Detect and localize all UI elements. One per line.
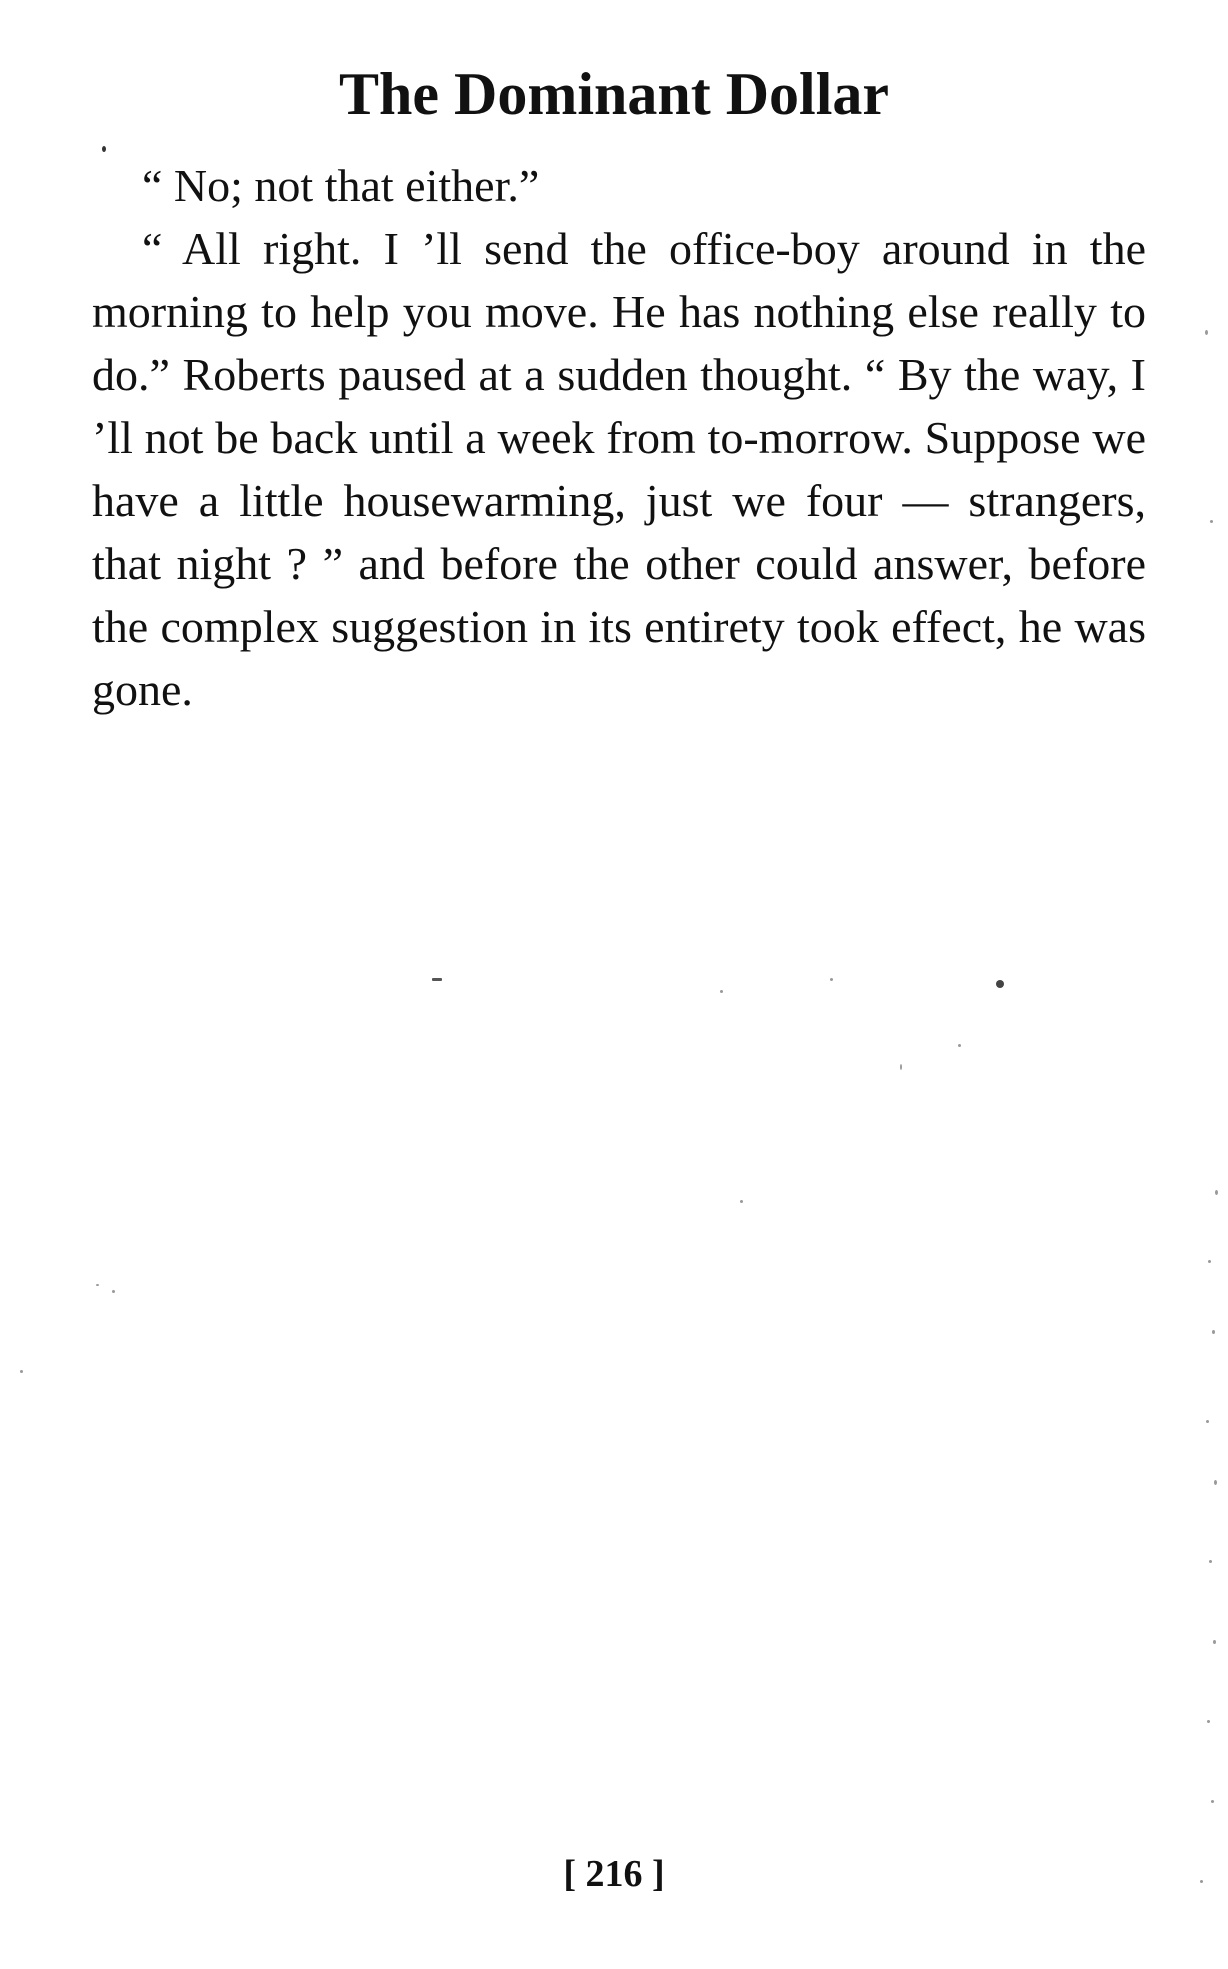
speck bbox=[102, 146, 106, 152]
speck bbox=[720, 990, 723, 993]
speck bbox=[1211, 1800, 1214, 1803]
speck bbox=[1214, 1480, 1217, 1485]
speck bbox=[1207, 1720, 1210, 1723]
speck bbox=[112, 1290, 115, 1293]
page-number bbox=[0, 1852, 1228, 1896]
speck bbox=[1213, 1640, 1216, 1644]
paragraph-1: “ No; not that either.” bbox=[142, 160, 540, 211]
speck bbox=[96, 1284, 99, 1286]
folio-open-bracket: [ bbox=[563, 1853, 576, 1895]
speck bbox=[1206, 1420, 1209, 1423]
speck bbox=[1208, 1260, 1211, 1263]
folio-number: 216 bbox=[585, 1853, 643, 1895]
paragraph-2: “ All right. I ’ll send the office-boy around in the morning to help you move. He has nothing else really to do.” Roberts paused at a sudden thought. “ By the way, I ’ll not be back until a week from to-morrow. Suppose we have a little housewarming, just we four — strangers, that night ? ” and before the other could answer, before the complex suggestion in its entirety took effect, he was gone. bbox=[92, 223, 1146, 715]
speck bbox=[900, 1064, 902, 1070]
speck bbox=[1200, 1880, 1203, 1883]
speck bbox=[1209, 1560, 1212, 1563]
speck bbox=[20, 1370, 23, 1373]
folio-close-bracket: ] bbox=[652, 1853, 665, 1895]
speck bbox=[432, 978, 442, 981]
speck bbox=[1212, 1330, 1215, 1334]
speck bbox=[830, 978, 833, 981]
speck bbox=[740, 1200, 743, 1203]
speck bbox=[958, 1044, 961, 1047]
speck bbox=[1205, 330, 1208, 335]
speck bbox=[996, 980, 1004, 988]
running-head: The Dominant Dollar bbox=[338, 61, 890, 127]
speck bbox=[1210, 520, 1213, 523]
body-text bbox=[92, 154, 1146, 721]
speck bbox=[1215, 1190, 1218, 1195]
